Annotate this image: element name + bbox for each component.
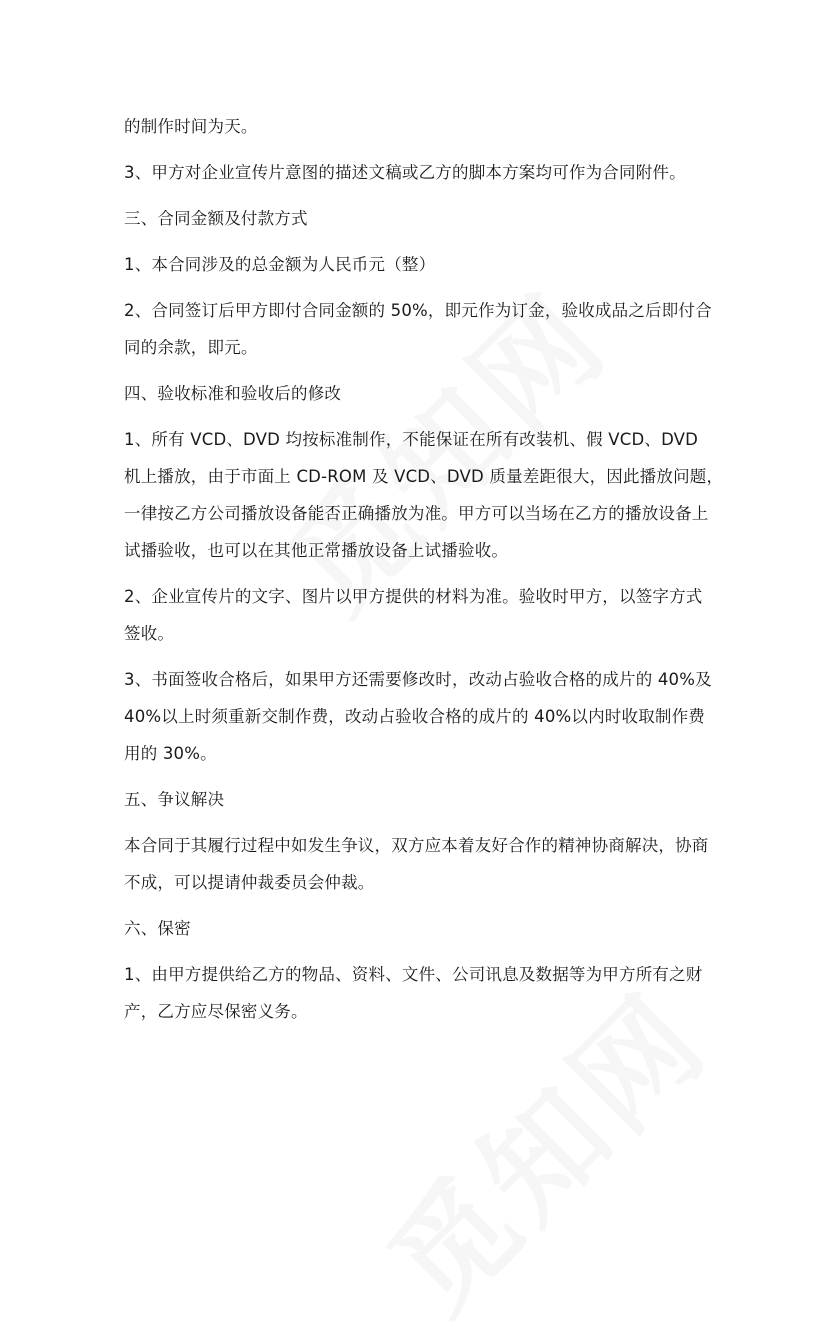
paragraph-line: 1、本合同涉及的总金额为人民币元（整） [124, 255, 436, 274]
paragraph-line: 2、企业宣传片的文字、图片以甲方提供的材料为准。验收时甲方，以签字方式 [124, 587, 703, 606]
paragraph-line: 产，乙方应尽保密义务。 [124, 1002, 308, 1021]
section-heading: 四、验收标准和验收后的修改 [124, 384, 342, 403]
paragraph-line: 1、由甲方提供给乙方的物品、资料、文件、公司讯息及数据等为甲方所有之财 [124, 965, 703, 984]
contract-body [124, 108, 724, 1030]
paragraph-line: 签收。 [124, 624, 175, 643]
paragraph-line: 试播验收，也可以在其他正常播放设备上试播验收。 [124, 541, 509, 560]
paragraph-line: 同的余款，即元。 [124, 338, 258, 357]
paragraph-line: 一律按乙方公司播放设备能否正确播放为准。甲方可以当场在乙方的播放设备上 [124, 504, 709, 523]
paragraph-line: 3、甲方对企业宣传片意图的描述文稿或乙方的脚本方案均可作为合同附件。 [124, 163, 686, 182]
section-heading: 六、保密 [124, 919, 191, 938]
section-heading: 三、合同金额及付款方式 [124, 209, 308, 228]
paragraph-line: 本合同于其履行过程中如发生争议，双方应本着友好合作的精神协商解决，协商 [124, 836, 709, 855]
paragraph-line: 机上播放，由于市面上 CD-ROM 及 VCD、DVD 质量差距很大，因此播放问题， [124, 467, 724, 486]
section-heading: 五、争议解决 [124, 790, 225, 809]
paragraph-line: 的制作时间为天。 [124, 117, 258, 136]
paragraph-line: 40%以上时须重新交制作费，改动占验收合格的成片的 40%以内时收取制作费 [124, 707, 705, 726]
paragraph-line: 1、所有 VCD、DVD 均按标准制作，不能保证在所有改装机、假 VCD、DVD [124, 430, 699, 449]
paragraph-line: 不成，可以提请仲裁委员会仲裁。 [124, 873, 375, 892]
paragraph-line: 2、合同签订后甲方即付合同金额的 50%，即元作为订金，验收成品之后即付合 [124, 301, 712, 320]
paragraph-line: 用的 30%。 [124, 744, 217, 763]
paragraph-line: 3、书面签收合格后，如果甲方还需要修改时，改动占验收合格的成片的 40%及 [124, 670, 712, 689]
